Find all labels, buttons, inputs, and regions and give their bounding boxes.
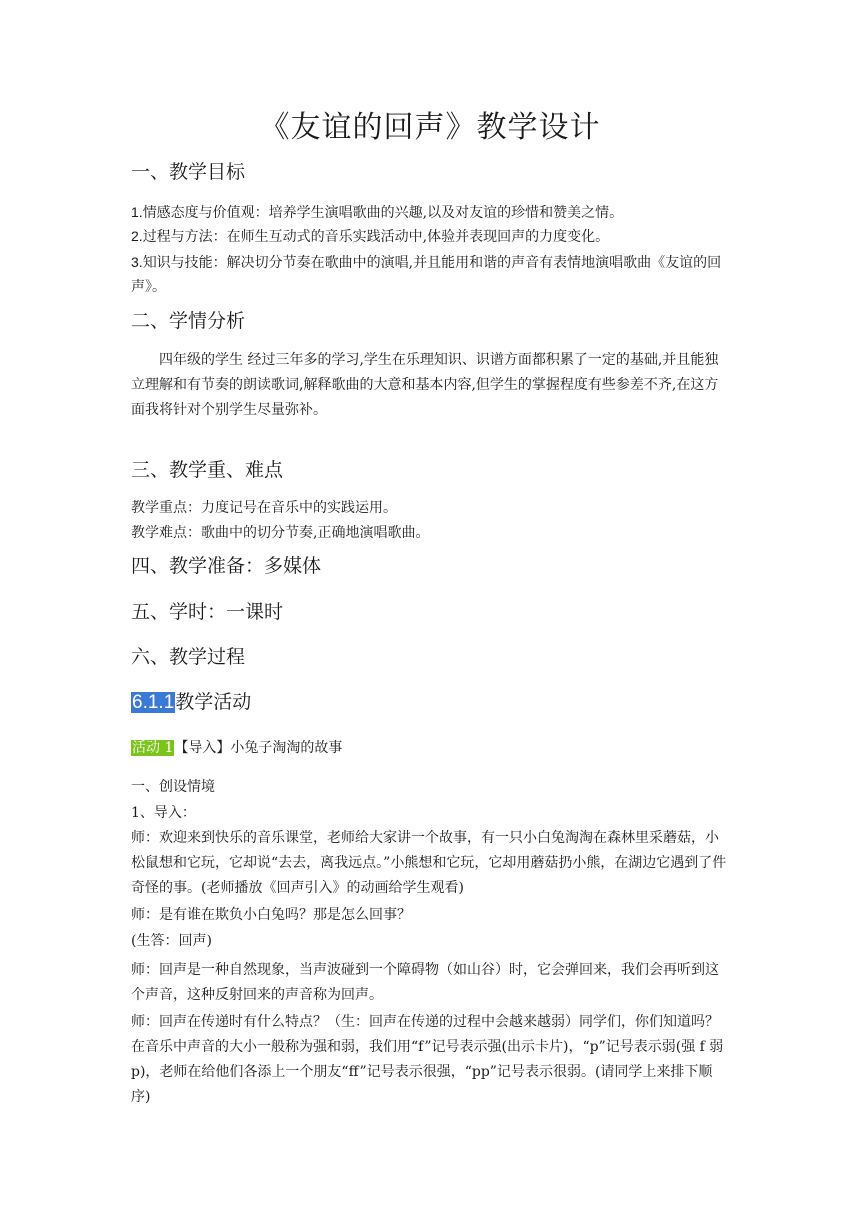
process-paragraph-2: 师：回声是一种自然现象，当声波碰到一个障碍物（如山谷）时，它会弹回来，我们会再听到这个声音，这种反射回来的声音称为回声。 — [131, 962, 719, 1003]
goal-number: 2. — [131, 228, 143, 244]
process-line-4: (生答：回声) — [131, 933, 212, 949]
activity-1-heading — [131, 735, 342, 761]
process-paragraph-1: 师：欢迎来到快乐的音乐课堂，老师给大家讲一个故事，有一只小白兔淘淘在森林里采蘑菇，小松鼠想和它玩，它却说“去去，离我远点。”小熊想和它玩，它却用蘑菇扔小熊，在湖边它遇到了件奇怪的事。(老师播放《回声引入》的动画给学生观看) — [131, 830, 727, 896]
goal-item-1 — [131, 200, 731, 225]
section-heading-hours: 五、学时：一课时 — [131, 601, 284, 623]
goal-text: 知识与技能：解决切分节奏在歌曲中的演唱,并且能用和谐的声音有表情地演唱歌曲《友谊的回声》。 — [131, 255, 722, 295]
goal-number: 1. — [131, 204, 143, 220]
section-heading-key-points: 三、教学重、难点 — [131, 459, 284, 481]
process-line-2: 1、导入： — [131, 805, 196, 821]
goal-number: 3. — [131, 254, 143, 270]
section-heading-process: 六、教学过程 — [131, 646, 246, 668]
goal-text: 情感态度与价值观：培养学生演唱歌曲的兴趣,以及对友谊的珍惜和赞美之情。 — [142, 205, 624, 221]
document-title: 《友谊的回声》教学设计 — [259, 110, 601, 145]
activity-number-badge: 6.1.1 — [132, 692, 175, 713]
section-heading-goals: 一、教学目标 — [131, 161, 246, 183]
activity-heading — [131, 688, 251, 717]
activity-1-badge: 活动 1 — [132, 740, 174, 756]
goal-item-2 — [131, 224, 731, 249]
difficulty-text: 教学难点：歌曲中的切分节奏,正确地演唱歌曲。 — [131, 525, 430, 541]
section-heading-analysis: 二、学情分析 — [131, 310, 246, 332]
process-line-1: 一、创设情境 — [131, 779, 215, 795]
analysis-paragraph: 四年级的学生 经过三年多的学习,学生在乐理知识、识谱方面都积累了一定的基础,并且能独立理解和有节奏的朗读歌词,解释歌曲的大意和基本内容,但学生的掌握程度有些参差不齐,在这方面我将针对个别学生尽量弥补。 — [131, 352, 719, 418]
goal-text: 过程与方法：在师生互动式的音乐实践活动中,体验并表现回声的力度变化。 — [142, 229, 610, 245]
key-point-text: 教学重点：力度记号在音乐中的实践运用。 — [131, 500, 397, 516]
goal-item-3 — [131, 250, 731, 299]
section-heading-preparation: 四、教学准备：多媒体 — [131, 555, 322, 577]
process-paragraph-3: 师：回声在传递时有什么特点？（生：回声在传递的过程中会越来越弱）同学们，你们知道吗？在音乐中声音的大小一般称为强和弱，我们用“f”记号表示强(出示卡片)，“p”记号表示弱(强 f 弱 p)，老师在给他们各添上一个朋友“ff”记号表示很强，“pp”记号表示很弱。(请同学上来排下顺序) — [131, 1014, 724, 1105]
process-line-3: 师：是有谁在欺负小白兔吗？那是怎么回事？ — [131, 907, 411, 923]
activity-1-title: 【导入】小兔子淘淘的故事 — [174, 740, 343, 756]
activity-heading-text: 教学活动 — [175, 691, 252, 713]
